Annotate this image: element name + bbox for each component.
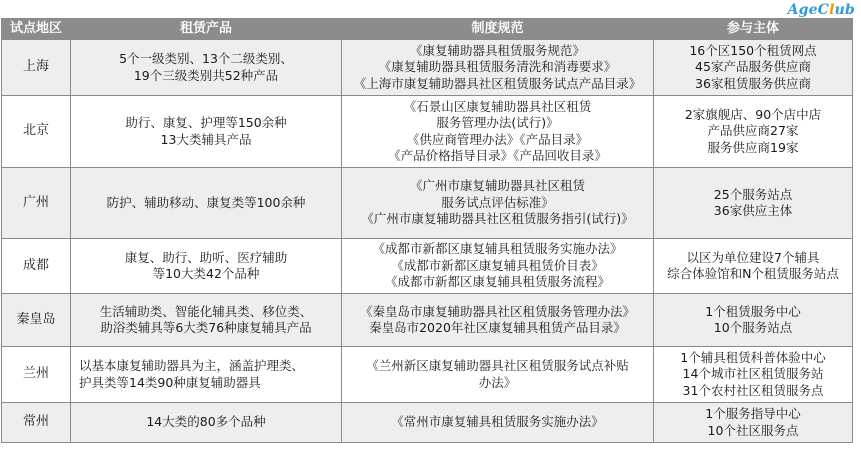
policies-cell — [342, 347, 654, 403]
policies-cell — [342, 96, 654, 168]
products-line: 以基本康复辅助器具为主，涵盖护理类、 — [79, 358, 305, 373]
region-cell: 上海 — [2, 40, 71, 96]
agechub-logo — [788, 2, 855, 18]
products-line: 5个一级类别、13个二级类别、 — [119, 51, 293, 66]
participant-line: 45家产品服务供应商 — [695, 59, 811, 75]
header-region: 试点地区 — [2, 19, 71, 40]
region-cell: 秦皇岛 — [2, 294, 71, 347]
logo-text-part2: l — [829, 2, 835, 18]
header-participants: 参与主体 — [654, 19, 853, 40]
policy-line: 服务试点评估标准》 — [441, 194, 554, 210]
participants-cell — [654, 40, 853, 96]
policy-line: 《成都市新都区康复辅具租赁价目表》 — [391, 257, 604, 273]
policy-line: 《康复辅助器具租赁服务规范》 — [409, 42, 585, 58]
policy-line: 《秦皇岛市康复辅助器具社区租赁服务管理办法》 — [359, 303, 635, 319]
table-row — [2, 168, 853, 239]
policies-cell — [342, 294, 654, 347]
participant-line: 2家旗舰店、90个店中店 — [684, 106, 822, 122]
participant-line: 1个租赁服务中心 — [705, 303, 801, 319]
participant-line: 产品供应商27家 — [707, 123, 799, 139]
policy-line: 《常州市康复辅具租赁服务实施办法》 — [391, 414, 604, 430]
products-cell — [71, 40, 342, 96]
policy-line: 《上海市康复辅助器具社区租赁服务试点产品目录》 — [353, 75, 642, 91]
policy-line: 《成都市新都区康复辅具租赁服务流程》 — [384, 274, 610, 290]
participant-line: 10个服务站点 — [713, 320, 793, 335]
region-cell: 常州 — [2, 403, 71, 443]
table-row — [2, 347, 853, 403]
region-cell: 成都 — [2, 239, 71, 294]
policy-line: 秦皇岛市2020年社区康复辅具租赁产品目录》 — [369, 320, 626, 335]
region-cell: 兰州 — [2, 347, 71, 403]
policy-line: 服务管理办法(试行)》 — [436, 115, 559, 130]
participant-line: 14个城市社区租赁服务站 — [682, 366, 824, 382]
policy-line: 《康复辅助器具租赁服务清洗和消毒要求》 — [378, 59, 617, 75]
products-cell — [71, 96, 342, 168]
table-row — [2, 403, 853, 443]
products-line: 康复、助行、助听、医疗辅助 — [124, 249, 288, 265]
participant-line: 10个社区服务点 — [707, 422, 799, 438]
rental-pilot-table — [1, 18, 853, 443]
products-line: 护具类等14类90种康复辅助器具 — [79, 374, 261, 390]
policy-line: 《成都市新都区康复辅具租赁服务实施办法》 — [372, 241, 623, 257]
policy-line: 《供应商管理办法》《产品目录》 — [406, 131, 589, 147]
participants-cell — [654, 403, 853, 443]
products-line: 生活辅助类、智能化辅具类、移位类、 — [99, 303, 313, 319]
policies-cell — [342, 403, 654, 443]
policy-line: 《石景山区康复辅助器具社区租赁 — [403, 98, 592, 114]
participants-cell — [654, 168, 853, 239]
participants-cell — [654, 347, 853, 403]
policy-line: 《广州市康复辅助器具社区租赁 — [409, 178, 585, 194]
products-cell — [71, 347, 342, 403]
products-line: 14大类的80多个品种 — [146, 414, 266, 430]
region-cell: 广州 — [2, 168, 71, 239]
policies-cell — [342, 168, 654, 239]
products-cell — [71, 294, 342, 347]
participants-cell — [654, 96, 853, 168]
products-line: 防护、辅助移动、康复类等100余种 — [106, 194, 306, 210]
policy-line: 《兰州新区康复辅助器具社区租赁服务试点补贴 — [366, 358, 629, 373]
table-header-row — [2, 19, 853, 40]
table-row — [2, 40, 853, 96]
products-line: 19个三级类别共52种产品 — [133, 67, 279, 83]
participant-line: 36家租赁服务供应商 — [695, 75, 811, 91]
header-policies: 制度规范 — [342, 19, 654, 40]
participant-line: 25个服务站点 — [713, 186, 793, 202]
products-line: 助行、康复、护理等150余种 — [125, 115, 287, 130]
policies-cell — [342, 40, 654, 96]
products-line: 助浴类辅具等6大类76种康复辅具产品 — [100, 320, 312, 335]
region-cell: 北京 — [2, 96, 71, 168]
products-cell — [71, 239, 342, 294]
products-line: 13大类辅具产品 — [160, 131, 252, 147]
participants-cell — [654, 294, 853, 347]
participant-line: 31个农村社区租赁服务点 — [682, 382, 824, 398]
products-cell — [71, 168, 342, 239]
participant-line: 16个区150个租赁网点 — [689, 42, 817, 58]
participant-line: 36家供应主体 — [713, 203, 793, 218]
participant-line: 服务供应商19家 — [707, 139, 799, 155]
participant-line: 综合体验馆和N个租赁服务站点 — [667, 266, 839, 281]
policies-cell — [342, 239, 654, 294]
products-cell — [71, 403, 342, 443]
participant-line: 以区为单位建设7个辅具 — [686, 249, 820, 265]
header-products: 租赁产品 — [71, 19, 342, 40]
logo-text-part1: AgeC — [787, 2, 830, 18]
policy-line: 办法》 — [478, 374, 517, 390]
logo-text-part3: ub — [834, 2, 855, 18]
table-row — [2, 239, 853, 294]
table-row — [2, 96, 853, 168]
policy-line: 《广州市康复辅助器具社区租赁服务指引(试行)》 — [361, 211, 634, 227]
participants-cell — [654, 239, 853, 294]
table-row — [2, 294, 853, 347]
participant-line: 1个辅具租赁科普体验中心 — [680, 349, 826, 365]
participant-line: 1个服务指导中心 — [705, 406, 801, 421]
products-line: 等10大类42个品种 — [152, 266, 260, 281]
policy-line: 《产品价格指导目录》《产品回收目录》 — [388, 148, 607, 163]
